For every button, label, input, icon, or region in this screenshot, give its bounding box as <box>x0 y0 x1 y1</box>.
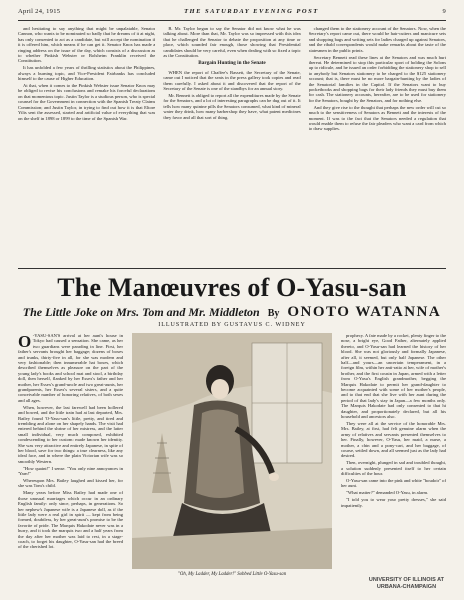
byline-by: By <box>267 308 280 319</box>
paragraph: "What matter?" demanded O-Yasu, in alarm. <box>346 490 429 496</box>
illustration-drawing <box>132 333 332 569</box>
top-column-3 <box>309 26 446 264</box>
top-column-1 <box>18 26 155 264</box>
illustration-caption: "Oh, My Ladder, My Ladder!" Sobbed Little O-Yasu-san <box>177 572 287 577</box>
paragraph: changed them to the stationery account of the Senators. Now, when the Secretary's report came out, there would be hair-cutters and manicure sets and shopping bags and writing sets for ladies charged up against Senators, and the ribald correspondents would make remarks about the taste of the statesmen in the public prints. <box>308 26 446 53</box>
paragraph: "How quaint!" I sense. "You only nine annoyances in 'Yarn!" <box>18 465 123 477</box>
paragraph: At that, when it comes to the Pinkish Webster issue Senator Knox may be obliged to revise his conclusions and remake his forceful declarations on that momentous topic. Justin Taylor is a studious person, who is special counsel for the Government in connection with the Spanish Treaty Claims Commission; and Justin Taylor, in trying to find out how it is that Eltore Yilts sent the assessed, started and artificial value of everything that was on the shelf in 1898 or 1899 to the time of the Spanish War. <box>18 83 156 121</box>
paragraph: O-Yasu-san came into the pink and white "boudoir" of her aunt. <box>341 478 446 489</box>
paragraph: and hesitating to say anything that might be unpalatable, Senator Cannon, who wants to be nominated so badly that he dreams of it at night, has only consented to act as a candidate, but will accept the nomination if it is offered him, which means if he can get it. Senator Knox has made a ringing address on the issue of the day, which consists of a discussion as to whether Pinkish Webster or Bolsheim Franklin received the Constitution. <box>18 26 156 64</box>
running-head <box>18 8 446 21</box>
byline-author: ONOTO WATANNA <box>287 304 442 320</box>
illustration-block <box>129 333 335 595</box>
paragraph: They were all at the service of the honorable Mrs. Mrs. Bailey, at first, had felt genuine alarm when the army of relatives and servants presented themselves to her. Finally, however, O-Yasu, her maid, a nurse, a mother, a chin and a pony-cart, and her baggage, of course, settled down, and all seemed just as the lady had desired. <box>341 421 446 459</box>
top-column-2 <box>163 26 300 264</box>
story-column-left <box>18 333 123 595</box>
paragraph: And they give rise to the thought that perhaps the new order will cut so much to the sensitiveness of Senators as Bennett and the interests of the moment. If was to the fact that the Senators needed a regulation that would enable them to refuse the fair pleaders who want a card from which to draw supplies. <box>308 104 446 132</box>
library-watermark <box>367 576 446 592</box>
running-head-date: April 24, 1915 <box>18 8 61 15</box>
magazine-page <box>18 8 446 592</box>
drop-cap: O <box>18 333 32 351</box>
paragraph: Many years before Miss Bailey had made one of those unusual marriages which occur in an ordinary English family: only since, perhaps, in generations. So her nephew's Japanese wife is a Japanese doll, as if the little lady were a real girl in spirit — kept from being formed, doubtless, by her great-aunt's promise to be the favorite of pride. The Marquis Hakodate never was in a hurry, and it took the marquis two and a half years from the day after her mother was laid to rest, in a stage-coach, to forget his daughter, O-Yasu-san had the breed of the cherished lot. <box>18 490 123 550</box>
page-number: 9 <box>442 8 446 15</box>
story-title: The Manœuvres of O-Yasu-san <box>57 273 407 302</box>
paragraph: "I told you to wear your pretty dresses," she said impatiently. <box>341 497 446 508</box>
watermark-line-2: URBANA-CHAMPAIGN <box>376 584 437 591</box>
story-subtitle: The Little Joke on Mrs. Tom and Mr. Middleton <box>22 305 260 319</box>
watermark-line-1: UNIVERSITY OF ILLINOIS AT <box>368 577 444 584</box>
illustrator-credit: ILLUSTRATED BY GUSTAVUS C. WIDNEY <box>158 322 306 328</box>
paragraph: When, however, the last farewell had been hollered and bowed, and the little train had at last departed, Mrs. Bailey found 'O-Yasu-san's little, pretty, and tired and trembling and alone on her shapely hands. The visit had entered behind the shrine of her mistress, and the latter small individual, very much composed, exhibited condescending to her custom: made known her identity. She was very attractive and entirely Japanese, in spite of her blood, save for two things: a true clearness, like any ideal face, and in where the plain Victorian wife was so smoothly Western. <box>18 404 123 464</box>
paragraph: prophecy. A fate made by a rocket, plenty finger to the nose, a bright eye, Good Father, alternately applied thereto, and O-Yasu-san had learned the history of her blood. She was not gloriously and formally Japanese, after all, it seemed, but only half Japanese. The other half—and yours—an uncertain temperament, in a foreign film, within her anti-ratio at her, wife of mother's brother, and the first cousin in Japan, armed with a letter from O-Yasu's English grandmother, begging the Marquis Hakodate to permit her grand-daughter to become acquainted with some of her mother's people, and to that end that she live with her aunt during the period of that lady's stay in Japan—a few months only. The Marquis Hakodate had only consented to that hi daughter, and proportionately declared, but all his household and ancestors also. <box>341 333 446 420</box>
title-divider <box>18 268 446 269</box>
paragraph: It has unfolded a few years of thrilling statistics about the Philippines, always a burning topic, and Vice-President Fairbanks has concluded himself to the cause of Higher Education. <box>18 65 156 82</box>
section-subhead: Bargain Hunting in the Senate <box>198 60 266 67</box>
paragraph: B. Mr. Taylor began to say the Senator did not know what he was talking about. More than that, Mr. Taylor was so impressed with this idea that he challenged the Senator to debate the proposition at any time or place, which sounded fair enough, those showing that Presidential candidates should be very careful, even when dealing with so fixed a topic as the Constitution. <box>163 26 301 59</box>
paragraph: Mr. Bennett is obliged to report all the expenditures made by the Senate for the Senators, and a lot of interesting paragraphs can be dug out of it. It tells how many quinine pills the Senators consumed, what kind of mineral water they drink, how many barbershop they have, what patent medicines they favor and all that sort of thing. <box>163 92 301 120</box>
subtitle-row <box>18 304 446 321</box>
paragraph: Whereupon Mrs. Bailey laughed and kissed her, for she was Tom's child. <box>18 478 123 489</box>
paragraph: WHEN the report of Chaffee's Bassett, the Secretary of the Senate, came out I noticed that the seats in the press gallery took copies and read them carefully. I asked about it and discovered that the report of the Secretary of the Senate is one of the standbys for an annual story. <box>163 69 301 92</box>
paragraph: Then, overnight, plunged in sad and troubled thought, a solution suddenly presented itself to her certain difficulties of the hour. <box>341 460 446 477</box>
story-column-right <box>341 333 446 595</box>
top-article <box>18 26 446 264</box>
story-body <box>18 333 446 595</box>
story-illustration <box>132 333 332 569</box>
paragraph: Secretary Bennett read these lines at the Senators and was much hurt thereat. He determined to stop this particular sport of holding the Solons up to ridicule, and he issued an order forbidding the stationery shop to sell to anybody but Senators stationery to be charged to the $125 stationery account; that is, there must be no more bargain-hunting by the ladies of the Senatorial families in the Capitol. If the Senators want to buy pocketbooks and shopping bags for their lady friends they must buy them for cash. The stationery accounts, hereafter, are to be used for stationery for the Senators, bought by the Senators, and for nothing else. <box>308 54 446 103</box>
magazine-name: THE SATURDAY EVENING POST <box>184 8 319 15</box>
opening-text: -YASU-SAN'S arrival at her aunt's house in Tokyo had caused a sensation. She came, as her two guardians were parading in line. First, her father's servants brought her baggage; dozens of boxes and trunks, thirty-five in all, for she was modern and very fashionable; then innumerable hat boxes, which described themselves as pleasure on the part of the young lady's books and school mat and stool, a birthday doll, then herself, flanked by her Essex's father and her mother, her Essex's grand-uncle and two great-aunts, her grandparents, her Essex's several sisters, and a quite conceivable number of honoring relatives, of both sexes and all ages. <box>18 333 123 403</box>
opening-paragraph <box>18 333 123 403</box>
